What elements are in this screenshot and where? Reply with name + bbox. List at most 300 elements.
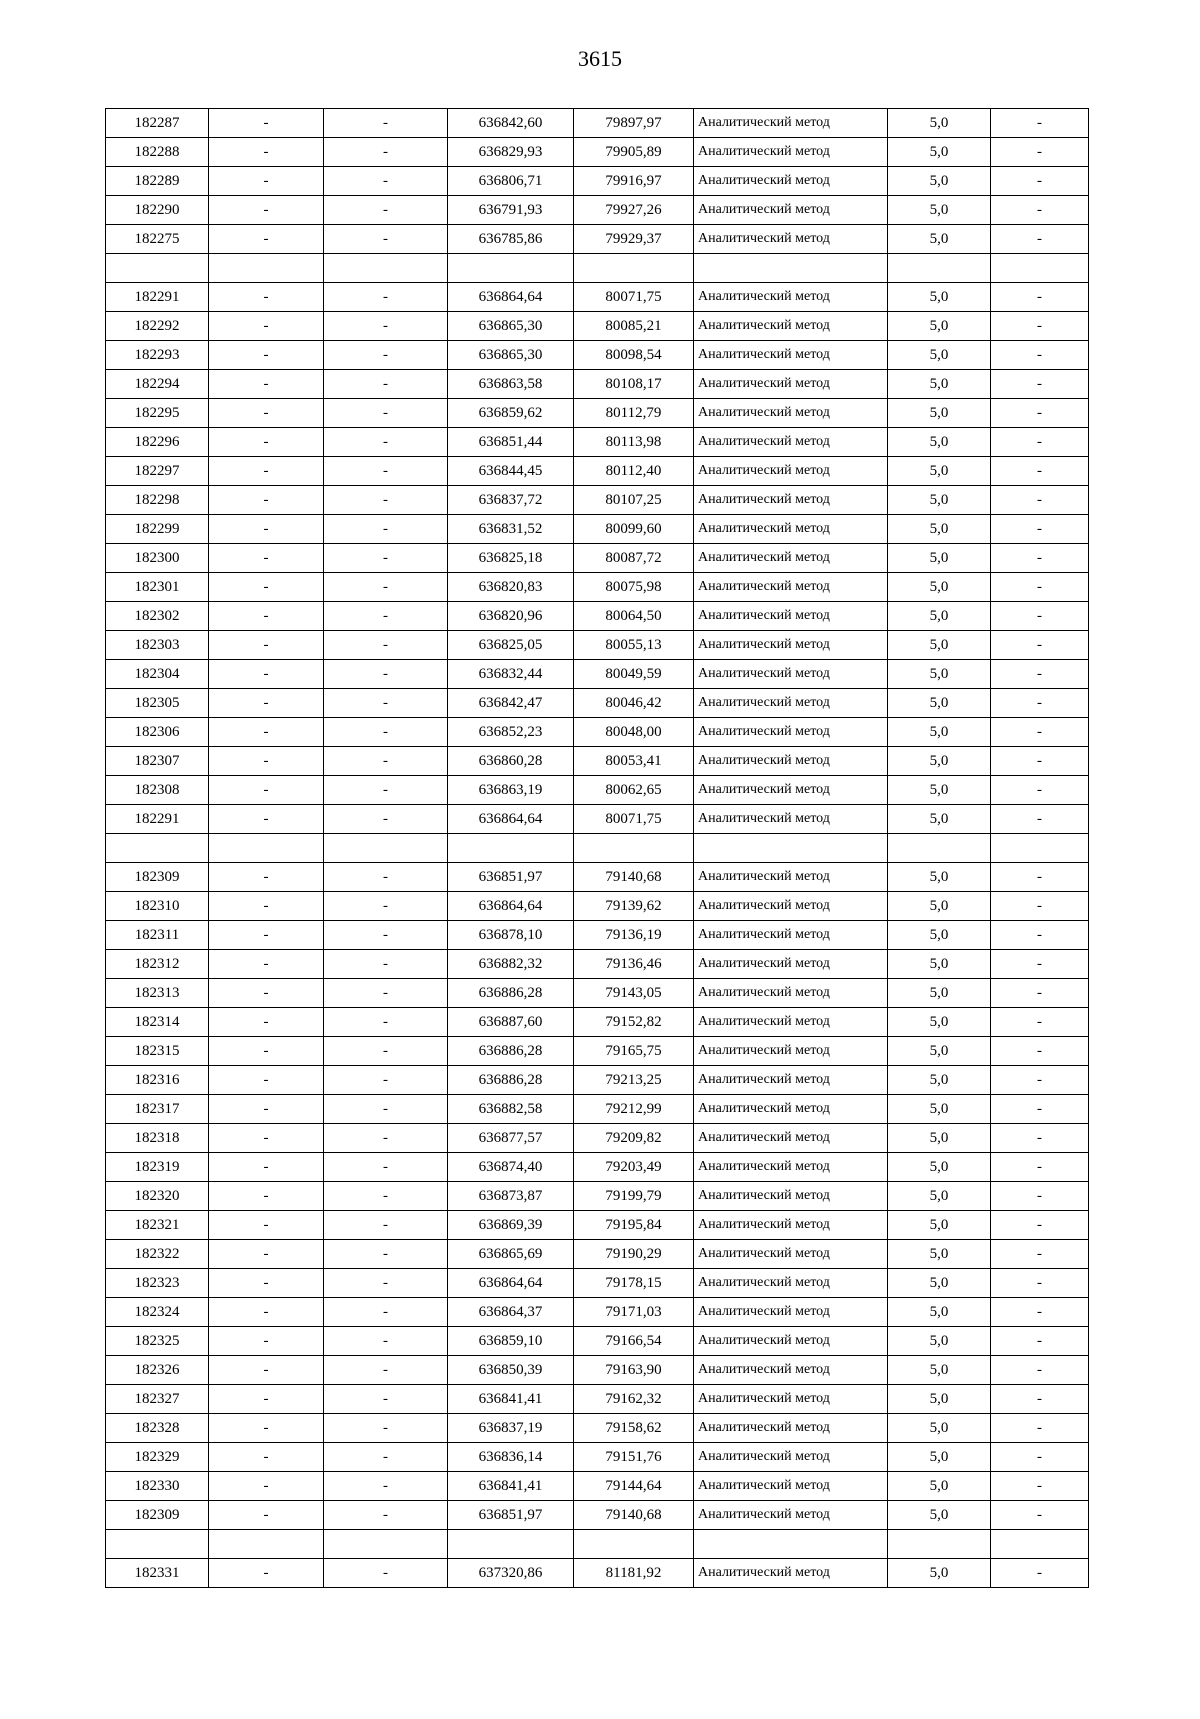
accuracy-cell: 5,0 bbox=[888, 1153, 991, 1182]
y-coordinate-cell: 79171,03 bbox=[574, 1298, 694, 1327]
empty-value-cell: - bbox=[324, 457, 448, 486]
empty-value-cell: - bbox=[991, 283, 1089, 312]
table-row bbox=[106, 1182, 1089, 1211]
empty-value-cell: - bbox=[991, 370, 1089, 399]
table-row bbox=[106, 1385, 1089, 1414]
y-coordinate-cell: 80107,25 bbox=[574, 486, 694, 515]
point-number-cell: 182322 bbox=[106, 1240, 209, 1269]
separator-row bbox=[106, 1530, 1089, 1559]
empty-value-cell: - bbox=[324, 1327, 448, 1356]
empty-value-cell: - bbox=[209, 1414, 324, 1443]
method-cell: Аналитический метод bbox=[694, 1501, 888, 1530]
x-coordinate-cell: 636886,28 bbox=[448, 1037, 574, 1066]
table-row bbox=[106, 1327, 1089, 1356]
y-coordinate-cell: 79136,19 bbox=[574, 921, 694, 950]
empty-value-cell: - bbox=[209, 747, 324, 776]
method-cell: Аналитический метод bbox=[694, 1124, 888, 1153]
point-number-cell: 182293 bbox=[106, 341, 209, 370]
method-cell: Аналитический метод bbox=[694, 950, 888, 979]
empty-cell bbox=[106, 834, 209, 863]
point-number-cell: 182307 bbox=[106, 747, 209, 776]
point-number-cell: 182296 bbox=[106, 428, 209, 457]
accuracy-cell: 5,0 bbox=[888, 1269, 991, 1298]
method-cell: Аналитический метод bbox=[694, 544, 888, 573]
accuracy-cell: 5,0 bbox=[888, 863, 991, 892]
x-coordinate-cell: 636886,28 bbox=[448, 979, 574, 1008]
point-number-cell: 182291 bbox=[106, 805, 209, 834]
method-cell: Аналитический метод bbox=[694, 1153, 888, 1182]
method-cell: Аналитический метод bbox=[694, 573, 888, 602]
empty-cell bbox=[209, 254, 324, 283]
point-number-cell: 182294 bbox=[106, 370, 209, 399]
method-cell: Аналитический метод bbox=[694, 892, 888, 921]
empty-cell bbox=[106, 254, 209, 283]
table-row bbox=[106, 283, 1089, 312]
empty-value-cell: - bbox=[324, 1008, 448, 1037]
y-coordinate-cell: 79203,49 bbox=[574, 1153, 694, 1182]
empty-value-cell: - bbox=[324, 979, 448, 1008]
empty-value-cell: - bbox=[324, 167, 448, 196]
accuracy-cell: 5,0 bbox=[888, 660, 991, 689]
table-row bbox=[106, 370, 1089, 399]
y-coordinate-cell: 79929,37 bbox=[574, 225, 694, 254]
empty-value-cell: - bbox=[991, 1559, 1089, 1588]
accuracy-cell: 5,0 bbox=[888, 776, 991, 805]
table-row bbox=[106, 979, 1089, 1008]
method-cell: Аналитический метод bbox=[694, 428, 888, 457]
y-coordinate-cell: 79166,54 bbox=[574, 1327, 694, 1356]
empty-value-cell: - bbox=[209, 1095, 324, 1124]
y-coordinate-cell: 80071,75 bbox=[574, 805, 694, 834]
empty-value-cell: - bbox=[209, 370, 324, 399]
method-cell: Аналитический метод bbox=[694, 1269, 888, 1298]
x-coordinate-cell: 636865,69 bbox=[448, 1240, 574, 1269]
table-row bbox=[106, 631, 1089, 660]
y-coordinate-cell: 80048,00 bbox=[574, 718, 694, 747]
method-cell: Аналитический метод bbox=[694, 602, 888, 631]
x-coordinate-cell: 636852,23 bbox=[448, 718, 574, 747]
empty-value-cell: - bbox=[324, 689, 448, 718]
x-coordinate-cell: 636791,93 bbox=[448, 196, 574, 225]
point-number-cell: 182299 bbox=[106, 515, 209, 544]
point-number-cell: 182301 bbox=[106, 573, 209, 602]
accuracy-cell: 5,0 bbox=[888, 1356, 991, 1385]
method-cell: Аналитический метод bbox=[694, 979, 888, 1008]
method-cell: Аналитический метод bbox=[694, 1095, 888, 1124]
empty-value-cell: - bbox=[324, 1559, 448, 1588]
method-cell: Аналитический метод bbox=[694, 196, 888, 225]
x-coordinate-cell: 636831,52 bbox=[448, 515, 574, 544]
empty-value-cell: - bbox=[324, 486, 448, 515]
empty-value-cell: - bbox=[209, 312, 324, 341]
empty-cell bbox=[448, 1530, 574, 1559]
x-coordinate-cell: 636825,05 bbox=[448, 631, 574, 660]
y-coordinate-cell: 79140,68 bbox=[574, 863, 694, 892]
empty-value-cell: - bbox=[324, 1443, 448, 1472]
point-number-cell: 182287 bbox=[106, 109, 209, 138]
empty-value-cell: - bbox=[991, 544, 1089, 573]
y-coordinate-cell: 80049,59 bbox=[574, 660, 694, 689]
method-cell: Аналитический метод bbox=[694, 1414, 888, 1443]
x-coordinate-cell: 637320,86 bbox=[448, 1559, 574, 1588]
empty-value-cell: - bbox=[991, 776, 1089, 805]
table-row bbox=[106, 1211, 1089, 1240]
empty-value-cell: - bbox=[324, 921, 448, 950]
x-coordinate-cell: 636859,62 bbox=[448, 399, 574, 428]
accuracy-cell: 5,0 bbox=[888, 573, 991, 602]
table-row bbox=[106, 486, 1089, 515]
table-row bbox=[106, 1124, 1089, 1153]
x-coordinate-cell: 636864,64 bbox=[448, 805, 574, 834]
y-coordinate-cell: 79213,25 bbox=[574, 1066, 694, 1095]
empty-cell bbox=[209, 834, 324, 863]
empty-value-cell: - bbox=[209, 1472, 324, 1501]
y-coordinate-cell: 80099,60 bbox=[574, 515, 694, 544]
point-number-cell: 182297 bbox=[106, 457, 209, 486]
empty-value-cell: - bbox=[209, 1443, 324, 1472]
point-number-cell: 182275 bbox=[106, 225, 209, 254]
method-cell: Аналитический метод bbox=[694, 747, 888, 776]
y-coordinate-cell: 79143,05 bbox=[574, 979, 694, 1008]
empty-value-cell: - bbox=[991, 1008, 1089, 1037]
accuracy-cell: 5,0 bbox=[888, 1385, 991, 1414]
point-number-cell: 182331 bbox=[106, 1559, 209, 1588]
method-cell: Аналитический метод bbox=[694, 805, 888, 834]
empty-value-cell: - bbox=[209, 1298, 324, 1327]
table-row bbox=[106, 921, 1089, 950]
method-cell: Аналитический метод bbox=[694, 1559, 888, 1588]
empty-value-cell: - bbox=[991, 1153, 1089, 1182]
table-row bbox=[106, 341, 1089, 370]
empty-value-cell: - bbox=[324, 515, 448, 544]
accuracy-cell: 5,0 bbox=[888, 1501, 991, 1530]
y-coordinate-cell: 79139,62 bbox=[574, 892, 694, 921]
empty-value-cell: - bbox=[991, 1501, 1089, 1530]
point-number-cell: 182309 bbox=[106, 863, 209, 892]
point-number-cell: 182291 bbox=[106, 283, 209, 312]
empty-value-cell: - bbox=[991, 486, 1089, 515]
empty-value-cell: - bbox=[991, 341, 1089, 370]
empty-value-cell: - bbox=[209, 631, 324, 660]
empty-value-cell: - bbox=[324, 1124, 448, 1153]
method-cell: Аналитический метод bbox=[694, 312, 888, 341]
accuracy-cell: 5,0 bbox=[888, 283, 991, 312]
empty-value-cell: - bbox=[991, 457, 1089, 486]
table-row bbox=[106, 950, 1089, 979]
empty-value-cell: - bbox=[209, 428, 324, 457]
y-coordinate-cell: 79178,15 bbox=[574, 1269, 694, 1298]
method-cell: Аналитический метод bbox=[694, 1472, 888, 1501]
point-number-cell: 182298 bbox=[106, 486, 209, 515]
x-coordinate-cell: 636851,44 bbox=[448, 428, 574, 457]
table-row bbox=[106, 863, 1089, 892]
empty-value-cell: - bbox=[324, 312, 448, 341]
page-number: 3615 bbox=[578, 46, 622, 71]
method-cell: Аналитический метод bbox=[694, 1008, 888, 1037]
empty-value-cell: - bbox=[991, 1472, 1089, 1501]
empty-value-cell: - bbox=[991, 312, 1089, 341]
y-coordinate-cell: 80062,65 bbox=[574, 776, 694, 805]
x-coordinate-cell: 636785,86 bbox=[448, 225, 574, 254]
method-cell: Аналитический метод bbox=[694, 167, 888, 196]
y-coordinate-cell: 79927,26 bbox=[574, 196, 694, 225]
empty-value-cell: - bbox=[991, 805, 1089, 834]
empty-cell bbox=[448, 254, 574, 283]
empty-value-cell: - bbox=[991, 1414, 1089, 1443]
point-number-cell: 182326 bbox=[106, 1356, 209, 1385]
empty-value-cell: - bbox=[991, 631, 1089, 660]
empty-value-cell: - bbox=[209, 167, 324, 196]
method-cell: Аналитический метод bbox=[694, 1385, 888, 1414]
empty-value-cell: - bbox=[991, 1037, 1089, 1066]
method-cell: Аналитический метод bbox=[694, 1037, 888, 1066]
empty-value-cell: - bbox=[324, 631, 448, 660]
accuracy-cell: 5,0 bbox=[888, 1298, 991, 1327]
y-coordinate-cell: 80064,50 bbox=[574, 602, 694, 631]
x-coordinate-cell: 636864,37 bbox=[448, 1298, 574, 1327]
empty-value-cell: - bbox=[991, 1298, 1089, 1327]
empty-value-cell: - bbox=[209, 1559, 324, 1588]
x-coordinate-cell: 636882,32 bbox=[448, 950, 574, 979]
empty-value-cell: - bbox=[991, 196, 1089, 225]
y-coordinate-cell: 80046,42 bbox=[574, 689, 694, 718]
table-row bbox=[106, 196, 1089, 225]
point-number-cell: 182324 bbox=[106, 1298, 209, 1327]
y-coordinate-cell: 80075,98 bbox=[574, 573, 694, 602]
empty-value-cell: - bbox=[991, 1356, 1089, 1385]
x-coordinate-cell: 636832,44 bbox=[448, 660, 574, 689]
x-coordinate-cell: 636860,28 bbox=[448, 747, 574, 776]
empty-value-cell: - bbox=[991, 109, 1089, 138]
accuracy-cell: 5,0 bbox=[888, 689, 991, 718]
x-coordinate-cell: 636837,19 bbox=[448, 1414, 574, 1443]
x-coordinate-cell: 636886,28 bbox=[448, 1066, 574, 1095]
empty-value-cell: - bbox=[991, 1269, 1089, 1298]
empty-cell bbox=[694, 834, 888, 863]
empty-value-cell: - bbox=[209, 863, 324, 892]
table-row bbox=[106, 1153, 1089, 1182]
point-number-cell: 182292 bbox=[106, 312, 209, 341]
empty-value-cell: - bbox=[324, 602, 448, 631]
empty-value-cell: - bbox=[324, 660, 448, 689]
y-coordinate-cell: 79165,75 bbox=[574, 1037, 694, 1066]
point-number-cell: 182306 bbox=[106, 718, 209, 747]
empty-cell bbox=[574, 254, 694, 283]
point-number-cell: 182311 bbox=[106, 921, 209, 950]
empty-cell bbox=[991, 254, 1089, 283]
y-coordinate-cell: 80053,41 bbox=[574, 747, 694, 776]
accuracy-cell: 5,0 bbox=[888, 718, 991, 747]
empty-value-cell: - bbox=[209, 660, 324, 689]
empty-value-cell: - bbox=[209, 1327, 324, 1356]
empty-value-cell: - bbox=[324, 1095, 448, 1124]
empty-value-cell: - bbox=[209, 950, 324, 979]
empty-cell bbox=[888, 834, 991, 863]
empty-value-cell: - bbox=[209, 1211, 324, 1240]
point-number-cell: 182289 bbox=[106, 167, 209, 196]
accuracy-cell: 5,0 bbox=[888, 1095, 991, 1124]
empty-value-cell: - bbox=[991, 979, 1089, 1008]
point-number-cell: 182305 bbox=[106, 689, 209, 718]
method-cell: Аналитический метод bbox=[694, 370, 888, 399]
empty-cell bbox=[574, 1530, 694, 1559]
table-row bbox=[106, 428, 1089, 457]
x-coordinate-cell: 636887,60 bbox=[448, 1008, 574, 1037]
empty-value-cell: - bbox=[209, 457, 324, 486]
x-coordinate-cell: 636882,58 bbox=[448, 1095, 574, 1124]
point-number-cell: 182308 bbox=[106, 776, 209, 805]
empty-value-cell: - bbox=[324, 225, 448, 254]
point-number-cell: 182323 bbox=[106, 1269, 209, 1298]
empty-value-cell: - bbox=[209, 573, 324, 602]
table-row bbox=[106, 109, 1089, 138]
accuracy-cell: 5,0 bbox=[888, 1472, 991, 1501]
empty-value-cell: - bbox=[324, 399, 448, 428]
accuracy-cell: 5,0 bbox=[888, 457, 991, 486]
separator-row bbox=[106, 834, 1089, 863]
method-cell: Аналитический метод bbox=[694, 689, 888, 718]
coordinates-table bbox=[105, 108, 1089, 1588]
table-row bbox=[106, 776, 1089, 805]
point-number-cell: 182321 bbox=[106, 1211, 209, 1240]
y-coordinate-cell: 79212,99 bbox=[574, 1095, 694, 1124]
empty-value-cell: - bbox=[209, 544, 324, 573]
point-number-cell: 182325 bbox=[106, 1327, 209, 1356]
empty-value-cell: - bbox=[324, 341, 448, 370]
table-row bbox=[106, 747, 1089, 776]
empty-cell bbox=[324, 254, 448, 283]
table-row bbox=[106, 1414, 1089, 1443]
y-coordinate-cell: 80112,79 bbox=[574, 399, 694, 428]
table-row bbox=[106, 689, 1089, 718]
empty-value-cell: - bbox=[324, 863, 448, 892]
x-coordinate-cell: 636863,19 bbox=[448, 776, 574, 805]
empty-cell bbox=[324, 1530, 448, 1559]
empty-value-cell: - bbox=[209, 689, 324, 718]
empty-value-cell: - bbox=[991, 689, 1089, 718]
empty-value-cell: - bbox=[991, 1211, 1089, 1240]
empty-value-cell: - bbox=[209, 1037, 324, 1066]
table-row bbox=[106, 892, 1089, 921]
accuracy-cell: 5,0 bbox=[888, 805, 991, 834]
accuracy-cell: 5,0 bbox=[888, 138, 991, 167]
point-number-cell: 182327 bbox=[106, 1385, 209, 1414]
accuracy-cell: 5,0 bbox=[888, 747, 991, 776]
accuracy-cell: 5,0 bbox=[888, 196, 991, 225]
method-cell: Аналитический метод bbox=[694, 1327, 888, 1356]
x-coordinate-cell: 636829,93 bbox=[448, 138, 574, 167]
empty-value-cell: - bbox=[324, 950, 448, 979]
empty-value-cell: - bbox=[324, 109, 448, 138]
accuracy-cell: 5,0 bbox=[888, 1414, 991, 1443]
point-number-cell: 182316 bbox=[106, 1066, 209, 1095]
accuracy-cell: 5,0 bbox=[888, 544, 991, 573]
empty-value-cell: - bbox=[324, 283, 448, 312]
y-coordinate-cell: 79151,76 bbox=[574, 1443, 694, 1472]
x-coordinate-cell: 636864,64 bbox=[448, 892, 574, 921]
x-coordinate-cell: 636878,10 bbox=[448, 921, 574, 950]
coordinates-table-body bbox=[106, 109, 1089, 1588]
table-row bbox=[106, 1443, 1089, 1472]
y-coordinate-cell: 80071,75 bbox=[574, 283, 694, 312]
empty-value-cell: - bbox=[991, 1066, 1089, 1095]
point-number-cell: 182329 bbox=[106, 1443, 209, 1472]
y-coordinate-cell: 79144,64 bbox=[574, 1472, 694, 1501]
empty-cell bbox=[448, 834, 574, 863]
empty-value-cell: - bbox=[991, 428, 1089, 457]
empty-value-cell: - bbox=[209, 979, 324, 1008]
x-coordinate-cell: 636842,47 bbox=[448, 689, 574, 718]
point-number-cell: 182310 bbox=[106, 892, 209, 921]
table-row bbox=[106, 1008, 1089, 1037]
empty-value-cell: - bbox=[209, 1356, 324, 1385]
point-number-cell: 182300 bbox=[106, 544, 209, 573]
y-coordinate-cell: 80087,72 bbox=[574, 544, 694, 573]
empty-value-cell: - bbox=[991, 1182, 1089, 1211]
x-coordinate-cell: 636865,30 bbox=[448, 312, 574, 341]
accuracy-cell: 5,0 bbox=[888, 167, 991, 196]
empty-value-cell: - bbox=[209, 1066, 324, 1095]
y-coordinate-cell: 79905,89 bbox=[574, 138, 694, 167]
accuracy-cell: 5,0 bbox=[888, 1240, 991, 1269]
table-row bbox=[106, 544, 1089, 573]
empty-value-cell: - bbox=[324, 1269, 448, 1298]
y-coordinate-cell: 79199,79 bbox=[574, 1182, 694, 1211]
method-cell: Аналитический метод bbox=[694, 109, 888, 138]
table-row bbox=[106, 1095, 1089, 1124]
empty-value-cell: - bbox=[209, 921, 324, 950]
empty-value-cell: - bbox=[324, 138, 448, 167]
empty-cell bbox=[106, 1530, 209, 1559]
method-cell: Аналитический метод bbox=[694, 283, 888, 312]
empty-value-cell: - bbox=[991, 399, 1089, 428]
table-row bbox=[106, 1559, 1089, 1588]
y-coordinate-cell: 80108,17 bbox=[574, 370, 694, 399]
empty-value-cell: - bbox=[324, 1037, 448, 1066]
empty-value-cell: - bbox=[209, 196, 324, 225]
table-row bbox=[106, 515, 1089, 544]
empty-value-cell: - bbox=[209, 602, 324, 631]
point-number-cell: 182288 bbox=[106, 138, 209, 167]
empty-value-cell: - bbox=[324, 196, 448, 225]
empty-value-cell: - bbox=[209, 1153, 324, 1182]
empty-value-cell: - bbox=[209, 225, 324, 254]
empty-value-cell: - bbox=[991, 602, 1089, 631]
x-coordinate-cell: 636850,39 bbox=[448, 1356, 574, 1385]
point-number-cell: 182303 bbox=[106, 631, 209, 660]
y-coordinate-cell: 81181,92 bbox=[574, 1559, 694, 1588]
x-coordinate-cell: 636859,10 bbox=[448, 1327, 574, 1356]
empty-value-cell: - bbox=[991, 573, 1089, 602]
point-number-cell: 182290 bbox=[106, 196, 209, 225]
method-cell: Аналитический метод bbox=[694, 1240, 888, 1269]
method-cell: Аналитический метод bbox=[694, 921, 888, 950]
accuracy-cell: 5,0 bbox=[888, 1443, 991, 1472]
x-coordinate-cell: 636851,97 bbox=[448, 863, 574, 892]
y-coordinate-cell: 80098,54 bbox=[574, 341, 694, 370]
x-coordinate-cell: 636825,18 bbox=[448, 544, 574, 573]
accuracy-cell: 5,0 bbox=[888, 979, 991, 1008]
empty-value-cell: - bbox=[991, 747, 1089, 776]
y-coordinate-cell: 79163,90 bbox=[574, 1356, 694, 1385]
empty-value-cell: - bbox=[324, 1356, 448, 1385]
y-coordinate-cell: 80055,13 bbox=[574, 631, 694, 660]
table-row bbox=[106, 312, 1089, 341]
empty-value-cell: - bbox=[324, 1066, 448, 1095]
x-coordinate-cell: 636877,57 bbox=[448, 1124, 574, 1153]
accuracy-cell: 5,0 bbox=[888, 950, 991, 979]
table-row bbox=[106, 138, 1089, 167]
